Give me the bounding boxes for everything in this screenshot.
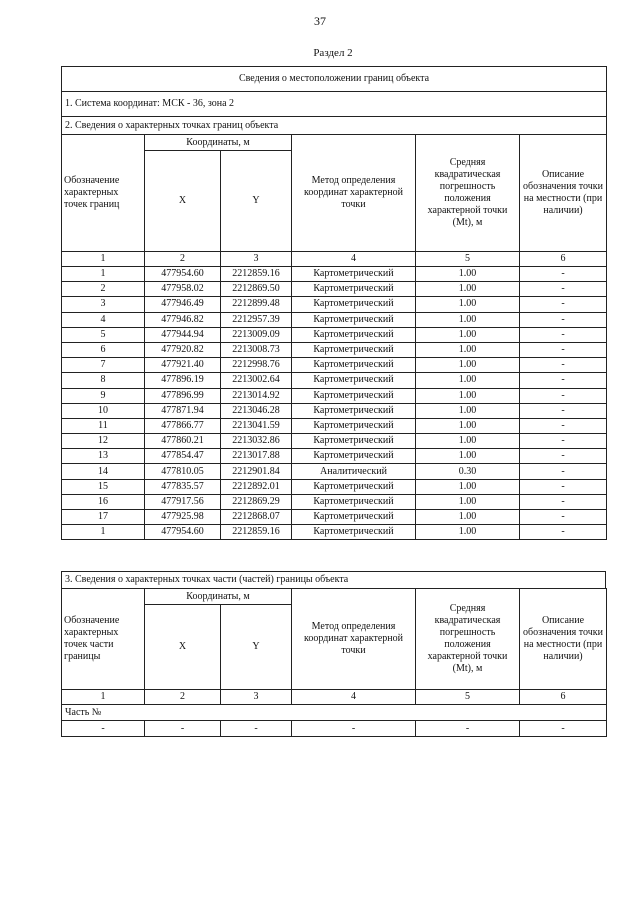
- coord-x-cell: 477860.21: [145, 434, 221, 449]
- description-cell: -: [520, 358, 607, 373]
- table-title: Сведения о местоположении границ объекта: [62, 67, 607, 92]
- description-cell: -: [520, 267, 607, 282]
- column-number: 6: [520, 690, 607, 705]
- column-number: 5: [416, 252, 520, 267]
- method-cell: Картометрический: [292, 297, 416, 312]
- coord-x-cell: 477921.40: [145, 358, 221, 373]
- error-cell: 1.00: [416, 342, 520, 357]
- empty-cell: -: [62, 721, 145, 737]
- method-cell: Картометрический: [292, 510, 416, 525]
- part3-header-coordinates: Координаты, м: [145, 589, 292, 605]
- table-row: [62, 282, 607, 297]
- description-cell: -: [520, 297, 607, 312]
- table-row: [62, 267, 607, 282]
- coord-x-cell: 477958.02: [145, 282, 221, 297]
- point-id-cell: 1: [62, 525, 145, 540]
- error-cell: 1.00: [416, 282, 520, 297]
- error-cell: 1.00: [416, 449, 520, 464]
- description-cell: -: [520, 494, 607, 509]
- description-cell: -: [520, 388, 607, 403]
- table-row: [62, 494, 607, 509]
- point-id-cell: 7: [62, 358, 145, 373]
- coordinate-system: 1. Система координат: МСК - 36, зона 2: [62, 92, 607, 117]
- point-id-cell: 11: [62, 418, 145, 433]
- coord-y-cell: 2213032.86: [221, 434, 292, 449]
- coord-x-cell: 477944.94: [145, 327, 221, 342]
- coord-x-cell: 477866.77: [145, 418, 221, 433]
- column-number: 2: [145, 690, 221, 705]
- column-number: 3: [221, 252, 292, 267]
- header-method: Метод определения координат характерной точки: [292, 135, 416, 252]
- coord-y-cell: 2213009.09: [221, 327, 292, 342]
- header-y: Y: [221, 151, 292, 252]
- part3-header-x: X: [145, 605, 221, 690]
- coord-x-cell: 477896.19: [145, 373, 221, 388]
- description-cell: -: [520, 327, 607, 342]
- table-row: [62, 434, 607, 449]
- point-id-cell: 3: [62, 297, 145, 312]
- coord-y-cell: 2212859.16: [221, 267, 292, 282]
- point-id-cell: 13: [62, 449, 145, 464]
- part3-empty-row: [62, 721, 607, 737]
- empty-cell: -: [221, 721, 292, 737]
- error-cell: 1.00: [416, 479, 520, 494]
- method-cell: Картометрический: [292, 267, 416, 282]
- part3-header-method: Метод определения координат характерной точки: [292, 589, 416, 690]
- column-number: 4: [292, 690, 416, 705]
- table-row: [62, 373, 607, 388]
- description-cell: -: [520, 525, 607, 540]
- method-cell: Картометрический: [292, 312, 416, 327]
- coord-x-cell: 477835.57: [145, 479, 221, 494]
- section-title: Раздел 2: [313, 47, 353, 59]
- table-row: [62, 327, 607, 342]
- parts-table: [61, 588, 607, 737]
- column-number: 6: [520, 252, 607, 267]
- table-row: [62, 510, 607, 525]
- coord-y-cell: 2212868.07: [221, 510, 292, 525]
- column-number: 2: [145, 252, 221, 267]
- table-row: [62, 525, 607, 540]
- part3-heading: 3. Сведения о характерных точках части (частей) границы объекта: [62, 572, 606, 589]
- description-cell: -: [520, 312, 607, 327]
- method-cell: Картометрический: [292, 434, 416, 449]
- method-cell: Картометрический: [292, 282, 416, 297]
- table-row: [62, 297, 607, 312]
- error-cell: 1.00: [416, 267, 520, 282]
- table-row: [62, 342, 607, 357]
- column-number: 4: [292, 252, 416, 267]
- error-cell: 1.00: [416, 373, 520, 388]
- point-id-cell: 15: [62, 479, 145, 494]
- table-row: [62, 388, 607, 403]
- description-cell: -: [520, 479, 607, 494]
- empty-cell: -: [416, 721, 520, 737]
- coord-x-cell: 477925.98: [145, 510, 221, 525]
- description-cell: -: [520, 434, 607, 449]
- description-cell: -: [520, 342, 607, 357]
- page-number: 37: [314, 14, 326, 28]
- error-cell: 1.00: [416, 358, 520, 373]
- table-row: [62, 312, 607, 327]
- coord-y-cell: 2212869.50: [221, 282, 292, 297]
- column-number-row: [62, 252, 607, 267]
- points-body: [62, 267, 607, 540]
- coord-y-cell: 2212998.76: [221, 358, 292, 373]
- part3-header-description: Описание обозначения точки на местности (при наличии): [520, 589, 607, 690]
- part3-header-y: Y: [221, 605, 292, 690]
- point-id-cell: 1: [62, 267, 145, 282]
- header-description: Описание обозначения точки на местности (при наличии): [520, 135, 607, 252]
- error-cell: 1.00: [416, 510, 520, 525]
- header-x: X: [145, 151, 221, 252]
- error-cell: 1.00: [416, 494, 520, 509]
- method-cell: Картометрический: [292, 327, 416, 342]
- point-id-cell: 16: [62, 494, 145, 509]
- point-id-cell: 4: [62, 312, 145, 327]
- coord-y-cell: 2213008.73: [221, 342, 292, 357]
- coord-x-cell: 477954.60: [145, 525, 221, 540]
- empty-cell: -: [520, 721, 607, 737]
- method-cell: Картометрический: [292, 373, 416, 388]
- method-cell: Картометрический: [292, 358, 416, 373]
- table-row: [62, 449, 607, 464]
- coord-y-cell: 2212859.16: [221, 525, 292, 540]
- point-id-cell: 8: [62, 373, 145, 388]
- header-coordinates: Координаты, м: [145, 135, 292, 151]
- column-number: 3: [221, 690, 292, 705]
- coord-y-cell: 2213017.88: [221, 449, 292, 464]
- point-id-cell: 14: [62, 464, 145, 479]
- coord-x-cell: 477920.82: [145, 342, 221, 357]
- table-row: [62, 464, 607, 479]
- coord-x-cell: 477854.47: [145, 449, 221, 464]
- part3-heading-table: [61, 571, 606, 589]
- boundaries-table: [61, 66, 607, 540]
- coord-y-cell: 2213002.64: [221, 373, 292, 388]
- error-cell: 1.00: [416, 403, 520, 418]
- column-number: 5: [416, 690, 520, 705]
- method-cell: Картометрический: [292, 449, 416, 464]
- description-cell: -: [520, 418, 607, 433]
- description-cell: -: [520, 510, 607, 525]
- error-cell: 1.00: [416, 327, 520, 342]
- description-cell: -: [520, 373, 607, 388]
- coord-x-cell: 477810.05: [145, 464, 221, 479]
- point-id-cell: 2: [62, 282, 145, 297]
- coord-y-cell: 2212957.39: [221, 312, 292, 327]
- coord-x-cell: 477871.94: [145, 403, 221, 418]
- description-cell: -: [520, 464, 607, 479]
- part3-header-point: Обозначение характерных точек части границы: [62, 589, 145, 690]
- coord-x-cell: 477896.99: [145, 388, 221, 403]
- error-cell: 1.00: [416, 434, 520, 449]
- description-cell: -: [520, 403, 607, 418]
- coord-y-cell: 2213046.28: [221, 403, 292, 418]
- method-cell: Картометрический: [292, 525, 416, 540]
- table-row: [62, 358, 607, 373]
- error-cell: 1.00: [416, 418, 520, 433]
- coord-x-cell: 477954.60: [145, 267, 221, 282]
- empty-cell: -: [145, 721, 221, 737]
- table-row: [62, 418, 607, 433]
- header-point: Обозначение характерных точек границ: [62, 135, 145, 252]
- table-row: [62, 403, 607, 418]
- part3-header-error: Средняя квадратическая погрешность положения характерной точки (Mt), м: [416, 589, 520, 690]
- coord-y-cell: 2212892.01: [221, 479, 292, 494]
- method-cell: Аналитический: [292, 464, 416, 479]
- column-number: 1: [62, 690, 145, 705]
- point-id-cell: 12: [62, 434, 145, 449]
- coord-y-cell: 2212901.84: [221, 464, 292, 479]
- point-id-cell: 10: [62, 403, 145, 418]
- empty-cell: -: [292, 721, 416, 737]
- coord-x-cell: 477946.82: [145, 312, 221, 327]
- method-cell: Картометрический: [292, 479, 416, 494]
- coord-y-cell: 2213041.59: [221, 418, 292, 433]
- method-cell: Картометрический: [292, 388, 416, 403]
- header-error: Средняя квадратическая погрешность положения характерной точки (Mt), м: [416, 135, 520, 252]
- coord-x-cell: 477946.49: [145, 297, 221, 312]
- part3-column-number-row: [62, 690, 607, 705]
- error-cell: 1.00: [416, 312, 520, 327]
- point-id-cell: 17: [62, 510, 145, 525]
- error-cell: 0.30: [416, 464, 520, 479]
- method-cell: Картометрический: [292, 403, 416, 418]
- point-id-cell: 5: [62, 327, 145, 342]
- part2-heading: 2. Сведения о характерных точках границ объекта: [62, 117, 607, 135]
- method-cell: Картометрический: [292, 342, 416, 357]
- description-cell: -: [520, 449, 607, 464]
- description-cell: -: [520, 282, 607, 297]
- coord-y-cell: 2212869.29: [221, 494, 292, 509]
- error-cell: 1.00: [416, 297, 520, 312]
- method-cell: Картометрический: [292, 418, 416, 433]
- part-number-label: Часть №: [62, 705, 607, 721]
- error-cell: 1.00: [416, 388, 520, 403]
- point-id-cell: 6: [62, 342, 145, 357]
- coord-y-cell: 2213014.92: [221, 388, 292, 403]
- method-cell: Картометрический: [292, 494, 416, 509]
- column-number: 1: [62, 252, 145, 267]
- error-cell: 1.00: [416, 525, 520, 540]
- point-id-cell: 9: [62, 388, 145, 403]
- coord-x-cell: 477917.56: [145, 494, 221, 509]
- table-row: [62, 479, 607, 494]
- coord-y-cell: 2212899.48: [221, 297, 292, 312]
